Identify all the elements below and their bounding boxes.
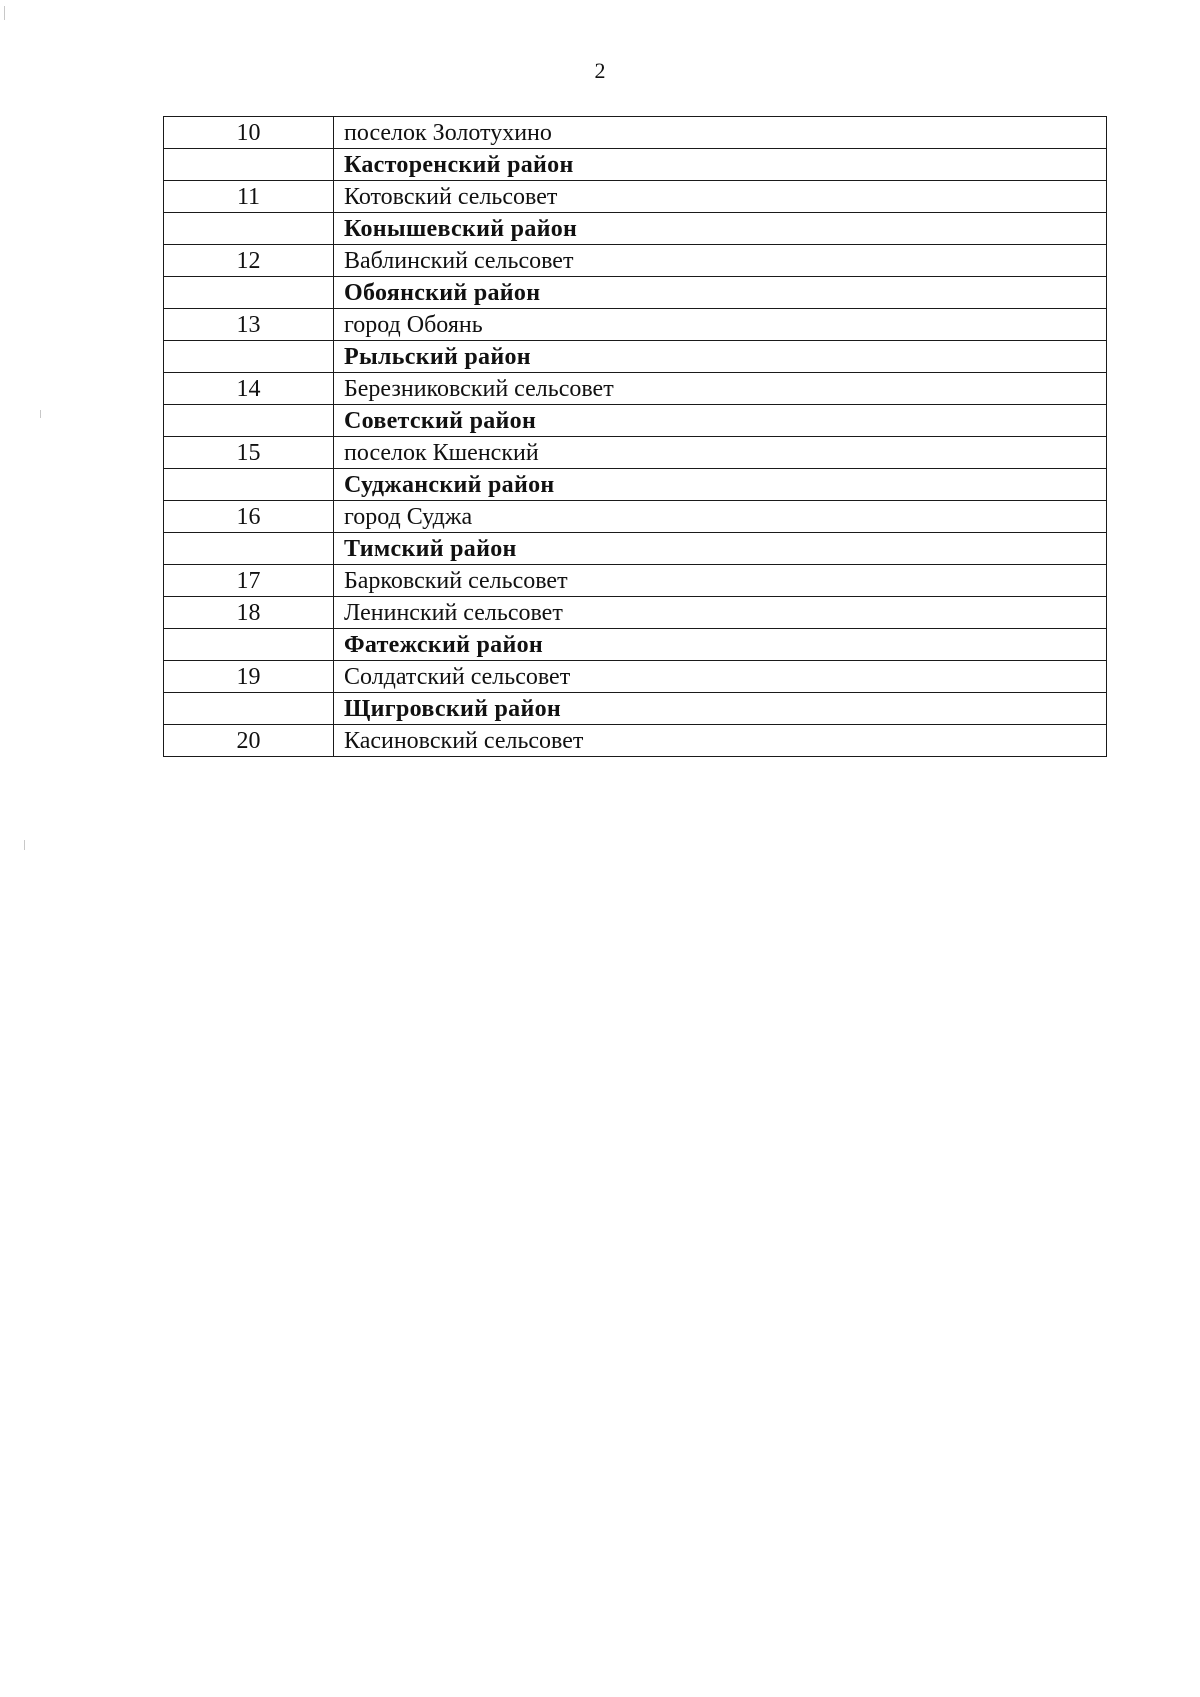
district-name: Фатежский район <box>334 629 1107 661</box>
district-name: Касторенский район <box>334 149 1107 181</box>
row-number: 20 <box>164 725 334 757</box>
district-header-row <box>164 213 1107 245</box>
table-row <box>164 437 1107 469</box>
row-number: 13 <box>164 309 334 341</box>
row-number <box>164 693 334 725</box>
row-number <box>164 341 334 373</box>
municipalities-table <box>163 116 1107 757</box>
district-header-row <box>164 693 1107 725</box>
row-number <box>164 277 334 309</box>
row-number <box>164 629 334 661</box>
district-header-row <box>164 341 1107 373</box>
municipality-name: Барковский сельсовет <box>334 565 1107 597</box>
table-row <box>164 117 1107 149</box>
row-number: 19 <box>164 661 334 693</box>
row-number <box>164 405 334 437</box>
row-number: 14 <box>164 373 334 405</box>
municipality-name: поселок Кшенский <box>334 437 1107 469</box>
scan-artifact <box>40 410 41 418</box>
table-row <box>164 597 1107 629</box>
district-header-row <box>164 469 1107 501</box>
municipality-name: город Суджа <box>334 501 1107 533</box>
row-number <box>164 149 334 181</box>
municipality-name: Ваблинский сельсовет <box>334 245 1107 277</box>
table-row <box>164 725 1107 757</box>
row-number <box>164 533 334 565</box>
row-number <box>164 213 334 245</box>
municipality-name: Ленинский сельсовет <box>334 597 1107 629</box>
row-number: 16 <box>164 501 334 533</box>
table-row <box>164 501 1107 533</box>
district-name: Конышевский район <box>334 213 1107 245</box>
table-row <box>164 181 1107 213</box>
municipality-name: Солдатский сельсовет <box>334 661 1107 693</box>
district-name: Щигровский район <box>334 693 1107 725</box>
table-row <box>164 245 1107 277</box>
district-header-row <box>164 405 1107 437</box>
row-number: 12 <box>164 245 334 277</box>
district-name: Суджанский район <box>334 469 1107 501</box>
municipality-name: Котовский сельсовет <box>334 181 1107 213</box>
row-number: 10 <box>164 117 334 149</box>
table-row <box>164 309 1107 341</box>
district-header-row <box>164 149 1107 181</box>
municipality-name: город Обоянь <box>334 309 1107 341</box>
row-number: 17 <box>164 565 334 597</box>
district-name: Рыльский район <box>334 341 1107 373</box>
scan-artifact <box>24 840 25 850</box>
table-row <box>164 661 1107 693</box>
scan-artifact <box>4 6 5 20</box>
table-row <box>164 373 1107 405</box>
row-number: 11 <box>164 181 334 213</box>
row-number: 15 <box>164 437 334 469</box>
municipality-name: Касиновский сельсовет <box>334 725 1107 757</box>
district-name: Советский район <box>334 405 1107 437</box>
table-body <box>164 117 1107 757</box>
district-header-row <box>164 533 1107 565</box>
municipality-name: Березниковский сельсовет <box>334 373 1107 405</box>
row-number <box>164 469 334 501</box>
district-name: Обоянский район <box>334 277 1107 309</box>
district-header-row <box>164 629 1107 661</box>
district-header-row <box>164 277 1107 309</box>
page-number: 2 <box>594 58 606 83</box>
row-number: 18 <box>164 597 334 629</box>
table-row <box>164 565 1107 597</box>
district-name: Тимский район <box>334 533 1107 565</box>
municipality-name: поселок Золотухино <box>334 117 1107 149</box>
